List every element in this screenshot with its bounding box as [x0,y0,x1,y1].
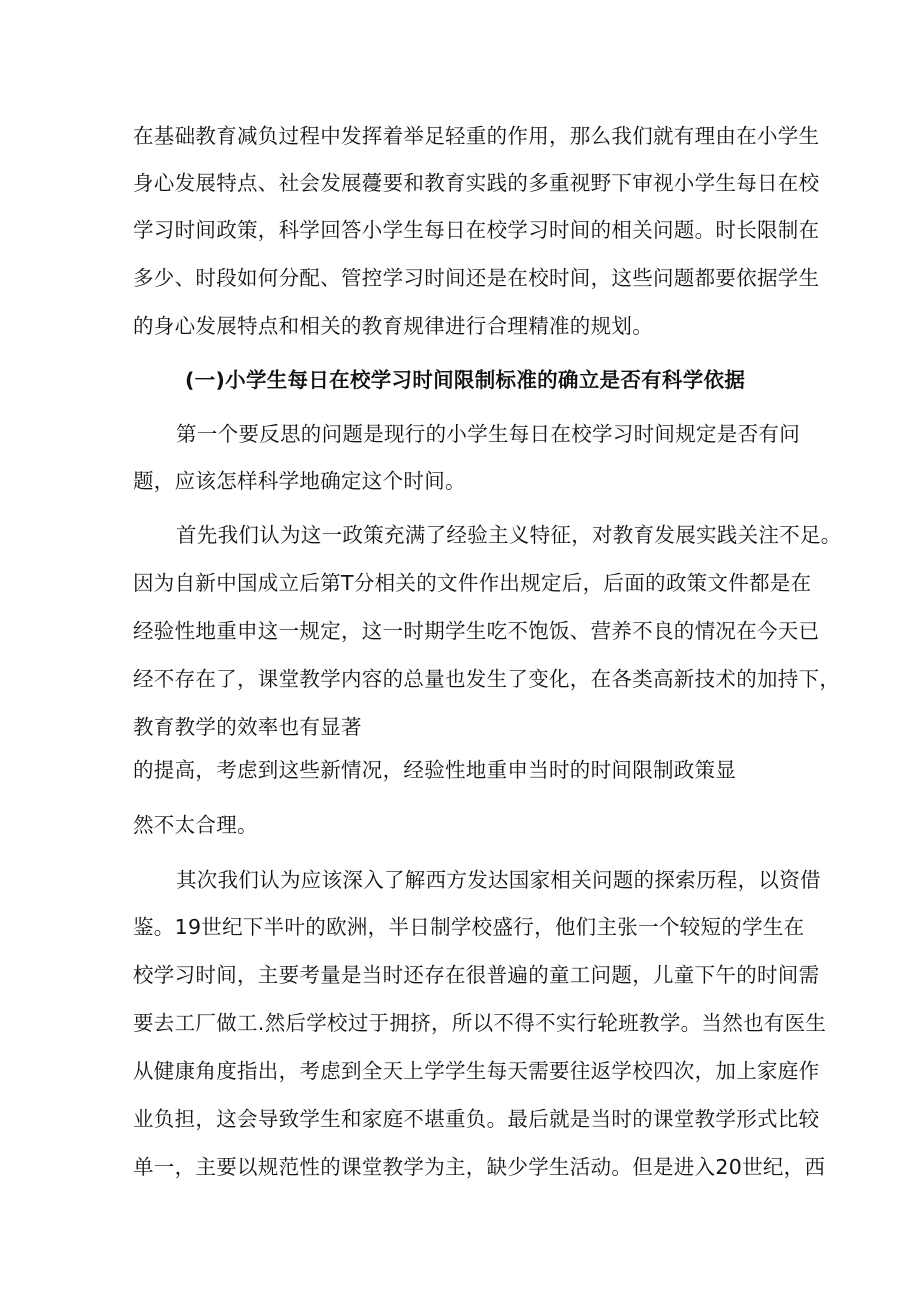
text-line: 从健康角度指出，考虑到全天上学学生每天需要往返学校四次，加上家庭作 [133,1059,820,1083]
text-line: 单一，主要以规范性的课堂教学为主，缺少学生活动。但是进入20世纪，西 [133,1155,826,1179]
text-line: 要去工厂做工.然后学校过于拥挤，所以不得不实行轮班教学。当然也有医生 [133,1011,827,1035]
text-line: 学习时间政策，科学回答小学生每日在校学习时间的相关问题。时长限制在 [133,218,820,242]
text-line: 经验性地重申这一规定，这一时期学生吃不饱饭、营养不良的情况在今天已 [133,619,820,643]
text-line: 身心发展特点、社会发展蘉要和教育实践的多重视野下审视小学生每日在校 [133,171,820,195]
text-line: 其次我们认为应该深入了解西方发达国家相关问题的探索历程，以资借 [176,868,821,892]
text-line: 多少、时段如何分配、管控学习时间还是在校时间，这些问题都要依据学生 [133,266,820,290]
text-line: 首先我们认为这一政策充满了经验主义特征，对教育发展实践关注不足。 [176,523,842,547]
text-line: 然不太合理。 [133,813,258,837]
text-line: 第一个要反思的问题是现行的小学生每日在校学习时间规定是否有问 [176,422,800,446]
text-line: 教育教学的效率也有显著 [133,715,362,739]
text-line: 鉴。19世纪下半叶的欧洲，半日制学校盛行，他们主张一个较短的学生在 [133,915,805,939]
text-line: 业负担，这会导致学生和家庭不堪重负。最后就是当时的课堂教学形式比较 [133,1107,820,1131]
text-line: 的提高，考虑到这些新情况，经验性地重申当时的时间限制政策显 [133,758,737,782]
text-line: 经不存在了，课堂教学内容的总量也发生了变化，在各类高新技术的加持下， [133,667,841,691]
text-line: 校学习时间，主要考量是当时还存在很普遍的童工问题，儿童下午的时间需 [133,963,820,987]
text-line: 的身心发展特点和相关的教育规律进行合理精准的规划。 [133,314,653,338]
text-line: 因为自新中国成立后第T分相关的文件作出规定后，后面的政策文件都是在 [133,571,812,595]
text-line: 在基础教育减负过程中发挥着举足轻重的作用，那么我们就有理由在小学生 [133,124,820,148]
section-heading: (一)小学生每日在校学习时间限制标准的确立是否有科学依据 [185,368,746,392]
text-line: 题，应该怎样科学地确定这个时间。 [133,469,466,493]
